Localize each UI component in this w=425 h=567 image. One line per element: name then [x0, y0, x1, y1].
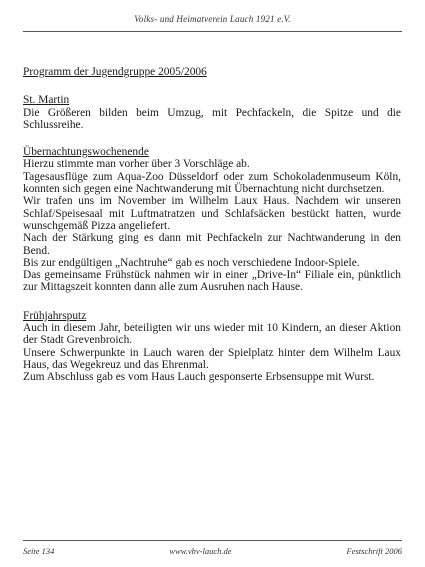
paragraph: Hierzu stimmte man vorher über 3 Vorschläge ab. [23, 158, 250, 171]
paragraph: Bis zur endgültigen „Nachtruhe“ gab es noch verschiedene Indoor-Spiele. [23, 256, 360, 269]
publication-name: Festschrift 2006 [346, 546, 402, 556]
header-divider [23, 31, 402, 32]
section-st-martin [23, 94, 401, 131]
footer-divider [23, 540, 402, 541]
paragraph: Nach der Stärkung ging es dann mit Pechfackeln zur Nachtwanderung in den Bend. [23, 232, 401, 257]
paragraph: Tagesausflüge zum Aqua-Zoo Düsseldorf oder zum Schokoladenmuseum Köln, konnten sich gegen eine Nachtwanderung mit Übernachtung nicht durchsetzen. [23, 170, 401, 196]
document-title: Programm der Jugendgruppe 2005/2006 [23, 66, 207, 78]
section-heading: Übernachtungswochenende [23, 146, 149, 159]
page-footer [23, 546, 402, 556]
page-header: Volks- und Heimatverein Lauch 1921 e.V. [134, 14, 291, 24]
paragraph: Unsere Schwerpunkte in Lauch waren der Spielplatz hinter dem Wilhelm Laux Haus, das Wegekreuz und das Ehrenmal. [23, 346, 401, 371]
document-body [23, 66, 401, 384]
paragraph: Auch in diesem Jahr, beteiligten wir uns wieder mit 10 Kindern, an dieser Aktion der Stadt Grevenbroich. [23, 322, 401, 347]
paragraph: Wir trafen uns im November im Wilhelm Laux Haus. Nachdem wir unseren Schlaf/Speisesaal mit Luftmatratzen und Schlafsäcken bestückt hatten, wurde wunschgemäß Pizza angeliefert. [23, 195, 401, 232]
section-fruehjahrsputz [23, 310, 401, 384]
paragraph: Das gemeinsame Frühstück nahmen wir in einer „Drive-In“ Filiale ein, pünktlich zur Mittagszeit konnten dann alle zum Ausruhen nach Hause. [23, 269, 401, 294]
website-link: www.vhv-lauch.de [169, 546, 232, 556]
section-heading: St. Martin [23, 94, 70, 107]
section-heading: Frühjahrsputz [23, 309, 87, 322]
section-uebernachtung [23, 146, 401, 294]
paragraph: Die Größeren bilden beim Umzug, mit Pechfackeln, die Spitze und die Schlussreihe. [23, 106, 401, 131]
page-number: Seite 134 [23, 546, 55, 556]
paragraph: Zum Abschluss gab es vom Haus Lauch gesponserte Erbsensuppe mit Wurst. [23, 371, 375, 384]
